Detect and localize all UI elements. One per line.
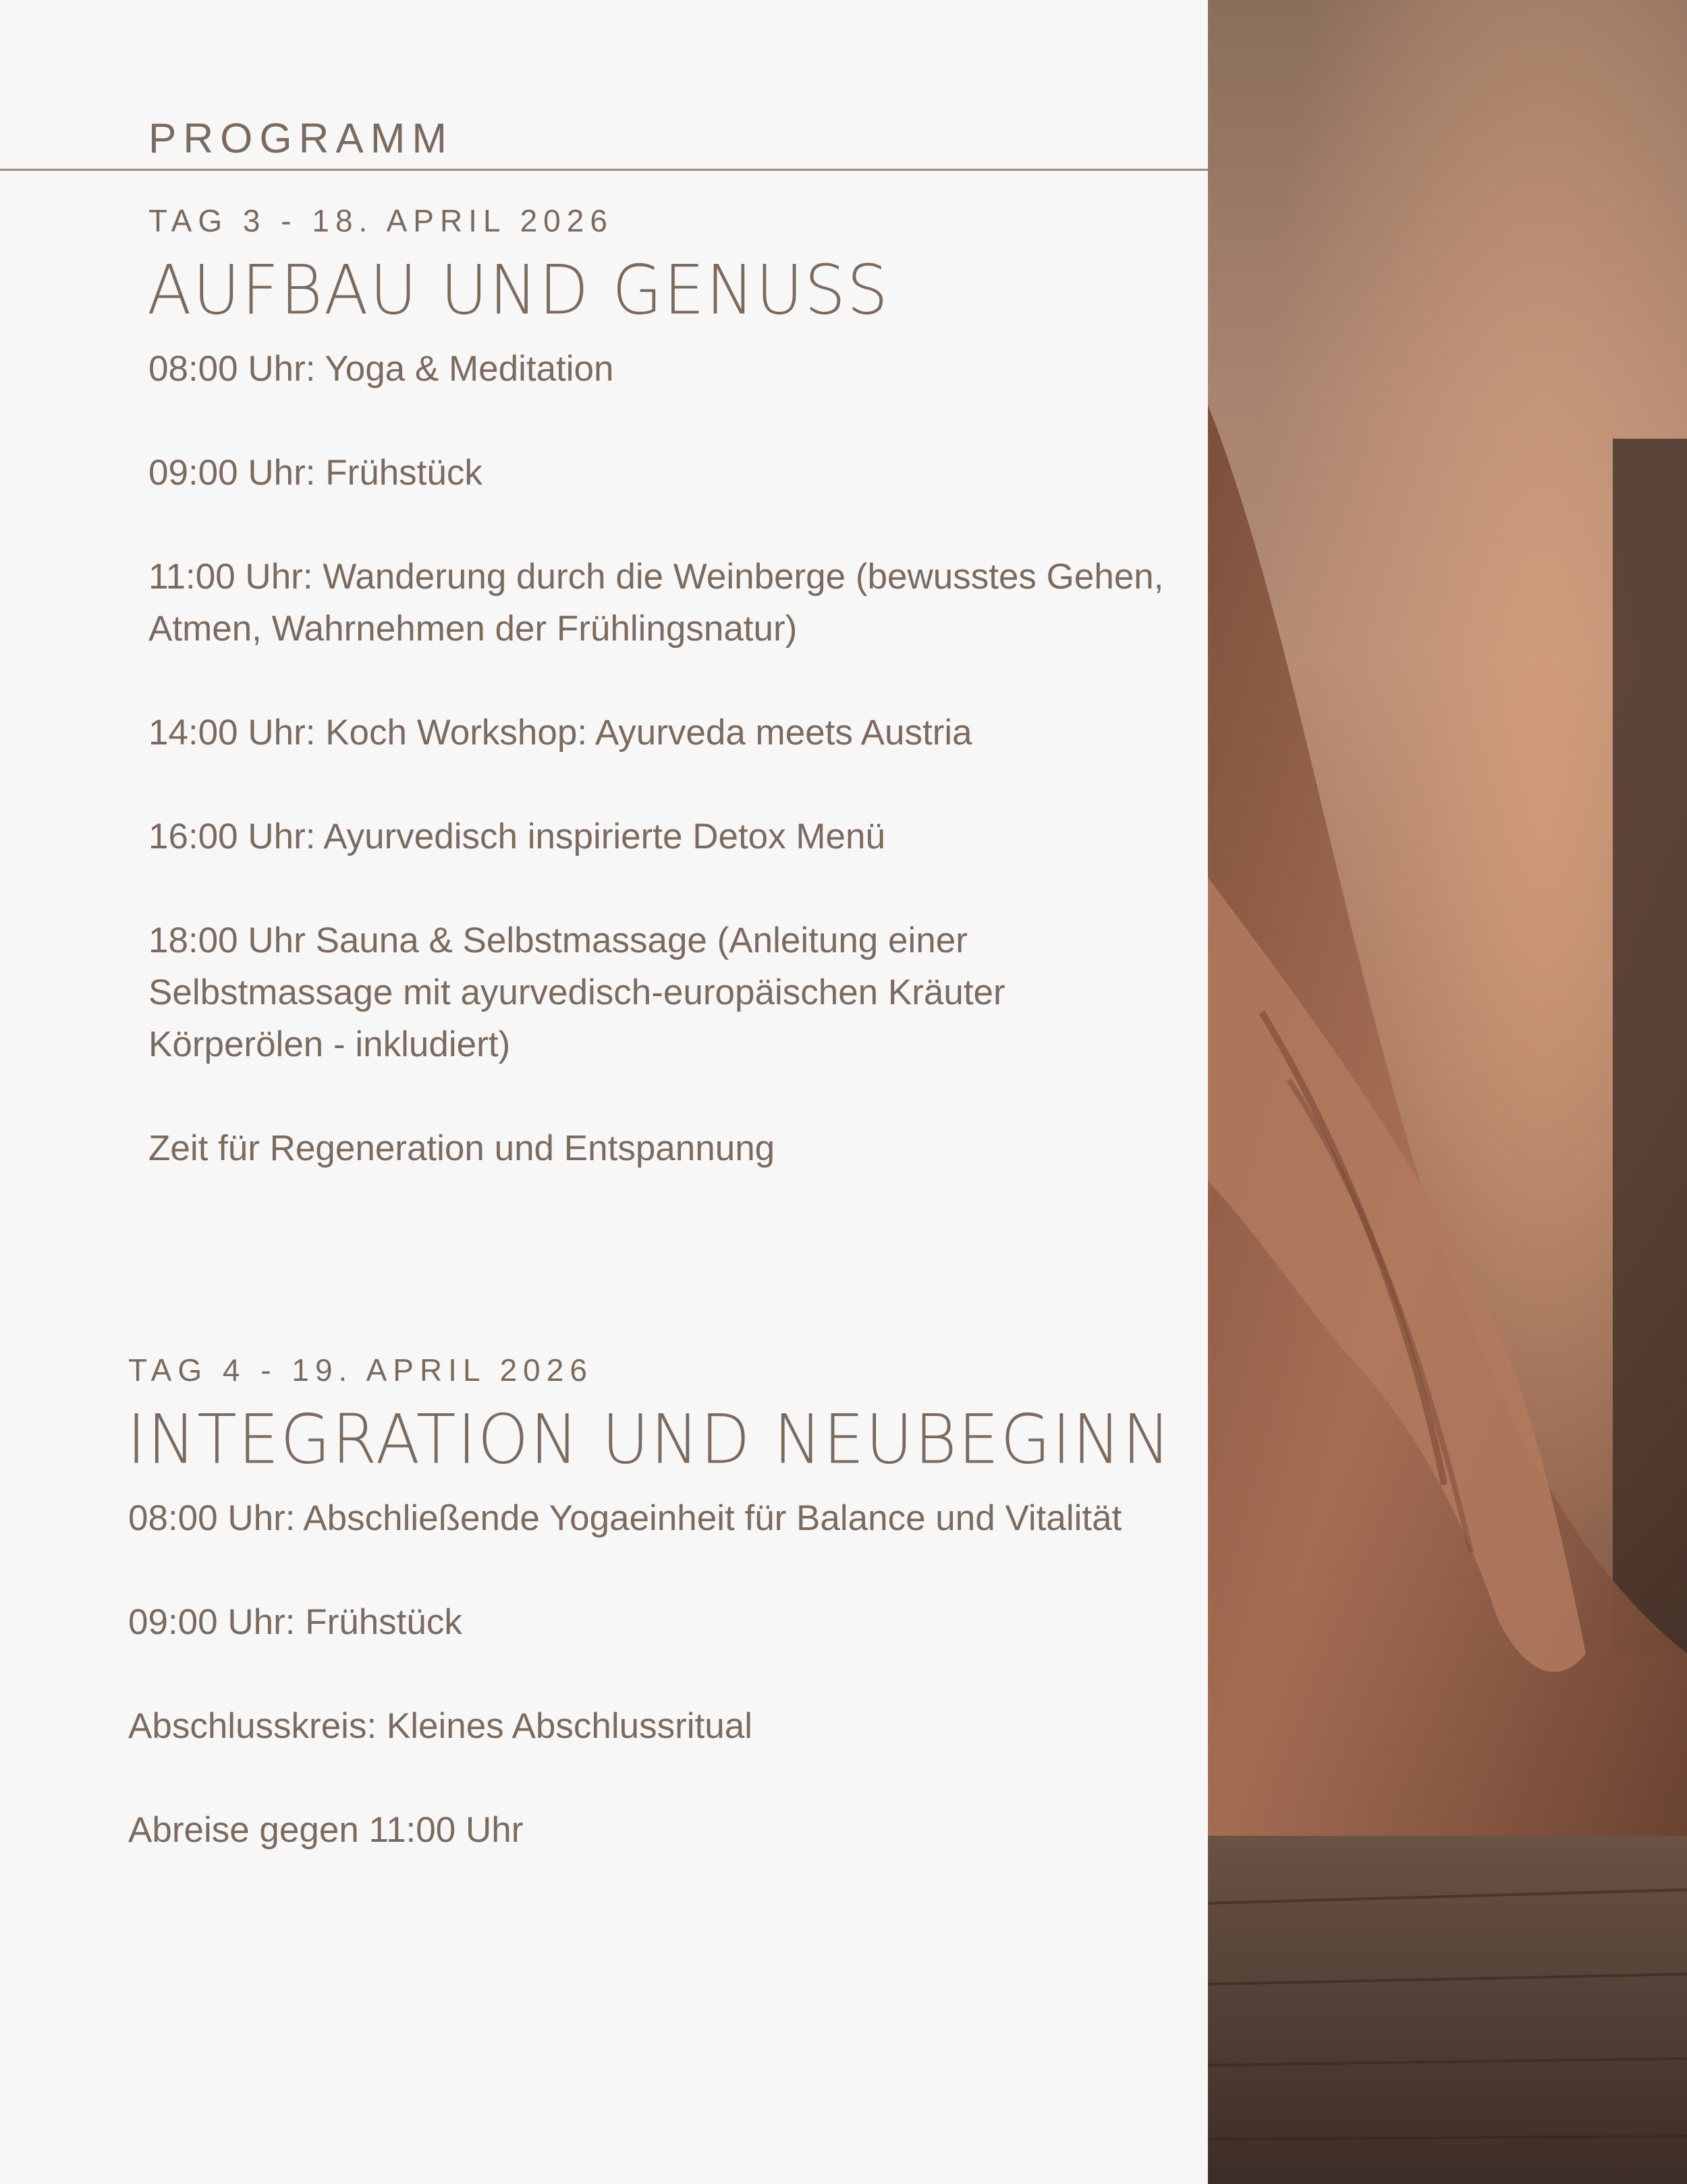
schedule-item: 09:00 Uhr: Frühstück — [148, 453, 482, 493]
day-3-label: TAG 3 - 18. APRIL 2026 — [148, 203, 613, 238]
day-3-title: AUFBAU UND GENUSS — [147, 250, 889, 330]
header-divider — [0, 169, 1329, 171]
massage-photo-illustration — [1208, 0, 1687, 2184]
day-3-schedule — [148, 343, 1188, 1174]
schedule-item: 18:00 Uhr Sauna & Selbstmassage (Anleitung einer Selbstmassage mit ayurvedisch-europäischen Kräuter Körperölen - inkludiert) — [148, 921, 1005, 1064]
schedule-item: Zeit für Regeneration und Entspannung — [148, 1128, 775, 1168]
schedule-item: 14:00 Uhr: Koch Workshop: Ayurveda meets Austria — [148, 713, 972, 753]
day-4-label: TAG 4 - 19. APRIL 2026 — [128, 1353, 593, 1388]
schedule-item: 09:00 Uhr: Frühstück — [128, 1602, 462, 1642]
massage-photo — [1208, 0, 1687, 2184]
schedule-item: 08:00 Uhr: Yoga & Meditation — [148, 349, 614, 389]
schedule-item: Abschlusskreis: Kleines Abschlussritual — [128, 1706, 752, 1746]
schedule-item: 11:00 Uhr: Wanderung durch die Weinberge (bewusstes Gehen, Atmen, Wahrnehmen der Frühlingsnatur) — [148, 557, 1164, 649]
schedule-item: Abreise gegen 11:00 Uhr — [128, 1810, 524, 1850]
schedule-item: 08:00 Uhr: Abschließende Yogaeinheit für Balance und Vitalität — [128, 1498, 1122, 1538]
day-4-title: INTEGRATION UND NEUBEGINN — [127, 1400, 1172, 1479]
day-4-schedule — [128, 1492, 1181, 1856]
page-title: PROGRAMM — [148, 115, 453, 162]
schedule-item: 16:00 Uhr: Ayurvedisch inspirierte Detox Menü — [148, 817, 885, 856]
